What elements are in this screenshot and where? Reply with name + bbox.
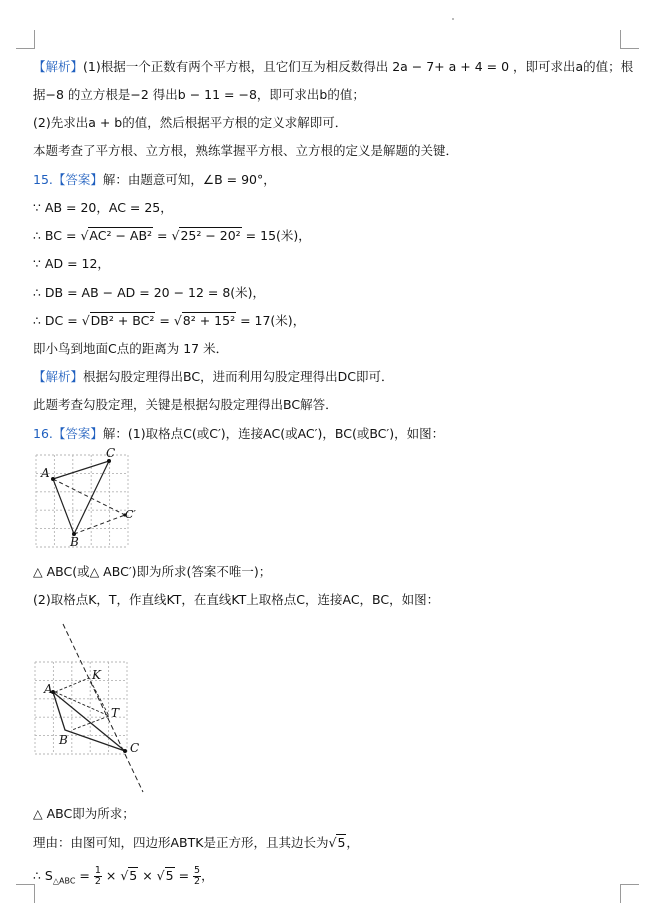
- line-10-post: = 17(米)，: [236, 313, 306, 328]
- analysis-tag: 【解析】: [33, 59, 84, 74]
- sqrt-25-20: 25² − 20²: [180, 228, 241, 243]
- line-6: ∵ AB = 20，AC = 25，: [33, 200, 173, 215]
- sqrt-ac-ab: AC² − AB²: [89, 228, 153, 243]
- corner-mark-bottom-right: [620, 884, 639, 903]
- eq-1: =: [75, 868, 94, 883]
- line-7: ∴ BC = √AC² − AB² = √25² − 20² = 15(米)，: [33, 228, 311, 243]
- eq-2: =: [174, 868, 194, 883]
- analysis-tag-2: 【解析】: [33, 369, 84, 384]
- line-7-post: = 15(米)，: [241, 228, 311, 243]
- fraction-one-half: [94, 866, 102, 887]
- corner-mark-top-left: [16, 30, 35, 49]
- line-10-mid: =: [155, 313, 174, 328]
- line-12: [33, 368, 393, 386]
- fig2-label-a: A: [44, 682, 53, 696]
- sqrt-8-15: 8² + 15²: [182, 313, 236, 328]
- line-18-post: ，: [346, 835, 359, 850]
- figure-1-grid-triangle: [32, 446, 136, 553]
- fig1-label-a: A: [41, 466, 50, 480]
- line-10-pre: ∴ DC =: [33, 313, 82, 328]
- frac1-den: 2: [94, 876, 101, 887]
- figure-2-grid-triangle: [32, 620, 147, 792]
- line-17: △ ABC即为所求；: [33, 806, 135, 821]
- line-4: 本题考查了平方根、立方根，熟练掌握平方根、立方根的定义是解题的关键．: [33, 143, 459, 158]
- fig2-label-t: T: [111, 706, 120, 720]
- line-19-post: ，: [201, 868, 214, 883]
- line-1-text: (1)根据一个正数有两个平方根，且它们互为相反数得出 2a − 7+ a + 4 = 0 ，即可求出a的值；根: [83, 59, 634, 74]
- line-13: 此题考查勾股定理，关键是根据勾股定理得出BC解答．: [33, 397, 338, 412]
- problem-number-16: 16.: [33, 426, 53, 441]
- line-11: 即小鸟到地面C点的距离为 17 米．: [33, 341, 229, 356]
- line-5-text: 解：由题意可知，∠B = 90°，: [102, 172, 276, 187]
- line-3: (2)先求出a + b的值，然后根据平方根的定义求解即可．: [33, 115, 348, 130]
- fig2-label-c: C: [130, 741, 140, 755]
- fig2-label-k: K: [92, 668, 101, 682]
- line-5: [33, 171, 276, 189]
- fig1-label-c-prime: C′: [125, 508, 136, 521]
- line-9: ∴ DB = AB − AD = 20 − 12 = 8(米)，: [33, 285, 266, 300]
- line-18: 理由：由图可知，四边形ABTK是正方形，且其边长为√5，: [33, 835, 359, 850]
- line-19: ∴ $S_{\triangle ABC}$ = $\frac{1}{2}$ × √5 × √5 = $\frac{5}{2}$ ，: [33, 865, 214, 887]
- frac2-num: 5: [194, 865, 201, 876]
- line-15: △ ABC(或△ ABC′)即为所求(答案不唯一)；: [33, 564, 272, 579]
- line-7-mid: =: [153, 228, 172, 243]
- line-8: ∵ AD = 12，: [33, 256, 110, 271]
- fraction-five-halves: [193, 866, 201, 887]
- answer-tag: 【答案】: [52, 172, 103, 187]
- fig1-label-b: B: [70, 535, 79, 549]
- sqrt-5-a: 5: [129, 868, 138, 883]
- sqrt-5-b: 5: [165, 868, 174, 883]
- line-16: (2)取格点K，T，作直线KT，在直线KT上取格点C，连接AC，BC，如图：: [33, 592, 440, 607]
- scan-dot: [452, 18, 454, 20]
- area-symbol: ∴ S: [33, 868, 53, 883]
- fig1-label-c: C: [106, 446, 116, 460]
- problem-number: 15.: [33, 172, 53, 187]
- times-2: ×: [138, 868, 157, 883]
- line-18-pre: 理由：由图可知，四边形ABTK是正方形，且其边长为: [33, 835, 329, 850]
- frac2-den: 2: [194, 876, 201, 887]
- line-7-pre: ∴ BC =: [33, 228, 81, 243]
- frac1-num: 1: [94, 865, 101, 876]
- line-12-text: 根据勾股定理得出BC，进而利用勾股定理得出DC即可．: [83, 369, 394, 384]
- times-1: ×: [101, 868, 121, 883]
- fig2-label-b: B: [59, 733, 68, 747]
- answer-tag-16: 【答案】: [52, 426, 103, 441]
- line-14-text: 解：(1)取格点C(或C′)，连接AC(或AC′)，BC(或BC′)，如图：: [102, 426, 445, 441]
- line-10: ∴ DC = √DB² + BC² = √8² + 15² = 17(米)，: [33, 313, 306, 328]
- sqrt-db-bc: DB² + BC²: [90, 313, 155, 328]
- area-subscript: △ABC: [52, 876, 76, 886]
- line-2: 据−8 的立方根是−2 得出b − 11 = −8，即可求出b的值；: [33, 87, 365, 102]
- corner-mark-top-right: [620, 30, 639, 49]
- line-14: [33, 425, 444, 443]
- sqrt-5: 5: [337, 835, 346, 850]
- line-1: [33, 58, 633, 76]
